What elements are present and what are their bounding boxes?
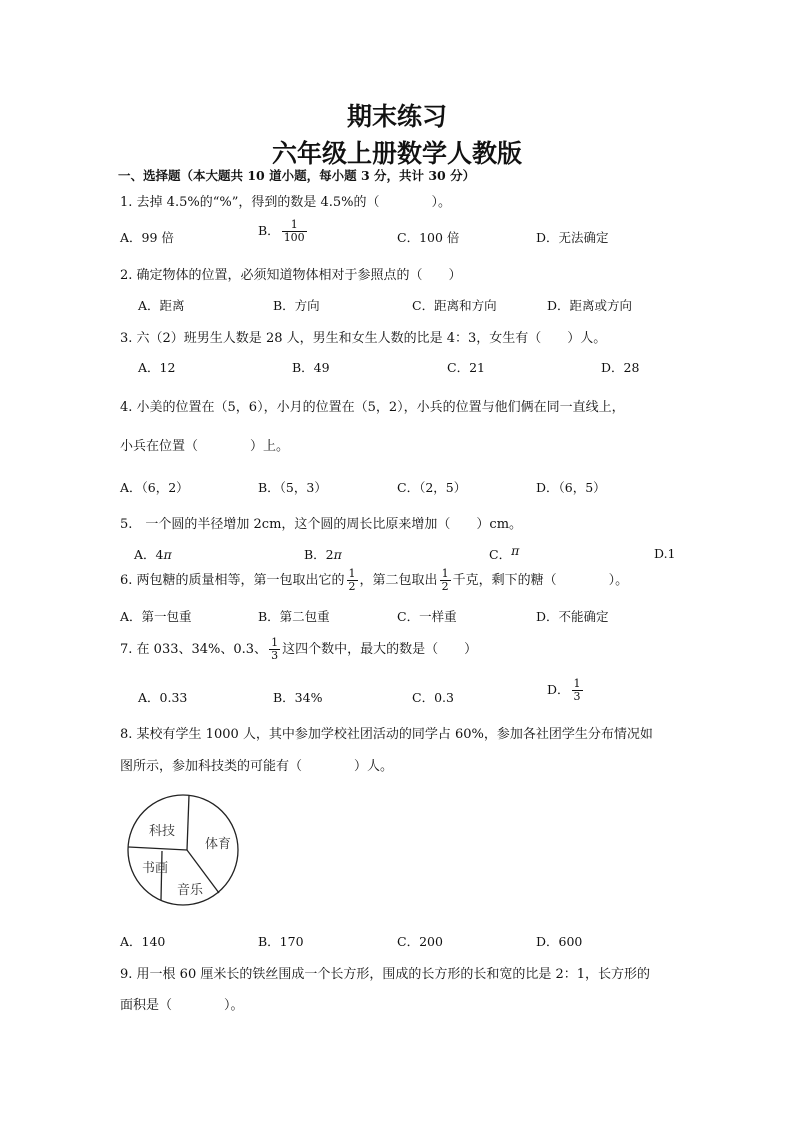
q6-stem-part-b: ，第二包取出 (359, 573, 438, 588)
q4-option-d: D．（6，5） (536, 480, 606, 495)
q5-option-d: D.1 (654, 546, 676, 561)
q8-option-c: C．200 (397, 934, 443, 949)
q1-option-b-fraction (282, 219, 307, 244)
q7-d-denominator: 3 (573, 690, 581, 703)
pie-label-keji: 科技 (149, 824, 176, 839)
q4-option-c: C．（2，5） (397, 480, 467, 495)
q5-option-a-pi: π (163, 547, 172, 562)
q6-frac1-numerator: 1 (348, 567, 356, 580)
q5-option-a-text: A．4 (134, 547, 164, 562)
q5-option-c-text: C． (489, 547, 512, 562)
q3-option-c: C．21 (447, 360, 485, 375)
question-1-stem: 1. 去掉 4.5%的“%”，得到的数是 4.5%的（ ）。 (120, 195, 451, 210)
question-4-stem-line2: 小兵在位置（ ）上。 (120, 439, 290, 454)
q2-option-b: B．方向 (273, 298, 320, 313)
q5-option-c (489, 545, 519, 563)
q7-stem-part-a: 7. 在 033、34%、0.3、 (120, 642, 268, 657)
question-9-stem-line2: 面积是（ ）。 (120, 998, 244, 1013)
q6-fraction-1 (347, 568, 358, 593)
q7-option-d (547, 678, 585, 703)
question-4-stem-line1: 4. 小美的位置在（5，6），小月的位置在（5，2），小兵的位置与他们俩在同一直线上， (120, 400, 625, 415)
club-pie-chart (125, 790, 241, 910)
q6-option-b: B．第二包重 (258, 609, 330, 624)
q2-option-c: C．距离和方向 (412, 298, 497, 313)
question-8-stem-line2: 图所示，参加科技类的可能有（ ）人。 (120, 759, 394, 774)
pie-label-tiyu: 体育 (205, 837, 232, 852)
q7-option-d-fraction (572, 678, 583, 703)
q3-option-a: A．12 (138, 360, 176, 375)
q1-option-a: A．99 倍 (120, 230, 174, 245)
question-7-stem (120, 637, 477, 662)
q5-option-a (134, 545, 172, 563)
page-subtitle: 六年级上册数学人教版 (271, 139, 522, 168)
q8-option-d: D．600 (536, 934, 583, 949)
question-8-stem-line1: 8. 某校有学生 1000 人，其中参加学校社团活动的同学占 60%，参加各社团学生分布情况如 (120, 727, 653, 742)
q4-option-b: B．（5，3） (258, 480, 327, 495)
q6-frac2-numerator: 1 (441, 567, 449, 580)
question-2-stem: 2. 确定物体的位置，必须知道物体相对于参照点的（ ） (120, 268, 462, 283)
question-6-stem (120, 568, 628, 593)
q1-b-numerator: 1 (282, 219, 307, 232)
q2-option-d: D．距离或方向 (547, 298, 633, 313)
q6-option-a: A．第一包重 (120, 609, 192, 624)
q5-option-b-text: B．2 (304, 547, 334, 562)
q5-option-c-pi: π (511, 543, 520, 558)
q8-option-b: B．170 (258, 934, 304, 949)
q7-fraction (269, 637, 280, 662)
q5-option-b (304, 545, 342, 563)
q6-fraction-2 (440, 568, 451, 593)
q6-option-d: D．不能确定 (536, 609, 609, 624)
q8-option-a: A．140 (120, 934, 166, 949)
q1-option-d: D．无法确定 (536, 230, 609, 245)
q2-option-a: A．距离 (138, 298, 185, 313)
q6-frac2-denominator: 2 (441, 580, 449, 593)
q1-option-c: C．100 倍 (397, 230, 460, 245)
pie-label-shuhua: 书画 (142, 861, 169, 876)
q1-b-denominator: 100 (283, 231, 305, 244)
page-title: 期末练习 (346, 102, 447, 131)
q1-option-b-prefix: B． (258, 223, 280, 238)
q6-stem-part-a: 6. 两包糖的质量相等，第一包取出它的 (120, 573, 345, 588)
q3-option-d: D．28 (601, 360, 640, 375)
q7-frac-numerator: 1 (271, 636, 279, 649)
q1-option-b (258, 219, 309, 244)
question-3-stem: 3. 六（2）班男生人数是 28 人，男生和女生人数的比是 4：3，女生有（ ）人。 (120, 331, 607, 346)
q6-stem-part-c: 千克，剩下的糖（ ）。 (452, 573, 629, 588)
q7-frac-denominator: 3 (271, 649, 279, 662)
q7-option-b: B．34% (273, 690, 323, 705)
question-5-stem: 5. 一个圆的半径增加 2cm，这个圆的周长比原来增加（ ）cm。 (120, 517, 523, 532)
question-9-stem-line1: 9. 用一根 60 厘米长的铁丝围成一个长方形，围成的长方形的长和宽的比是 2：1，长方形的 (120, 967, 651, 982)
q7-option-c: C．0.3 (412, 690, 454, 705)
q7-option-a: A．0.33 (138, 690, 188, 705)
q6-frac1-denominator: 2 (348, 580, 356, 593)
section-heading: 一、选择题（本大题共 10 道小题，每小题 3 分，共计 30 分） (118, 168, 476, 183)
q7-stem-part-b: 这四个数中，最大的数是（ ） (282, 642, 478, 657)
pie-label-yinyue: 音乐 (177, 883, 204, 898)
q7-d-numerator: 1 (573, 677, 581, 690)
q6-option-c: C．一样重 (397, 609, 457, 624)
q7-option-d-prefix: D． (547, 682, 570, 697)
q4-option-a: A．（6，2） (120, 480, 189, 495)
q3-option-b: B．49 (292, 360, 330, 375)
q5-option-b-pi: π (333, 547, 342, 562)
